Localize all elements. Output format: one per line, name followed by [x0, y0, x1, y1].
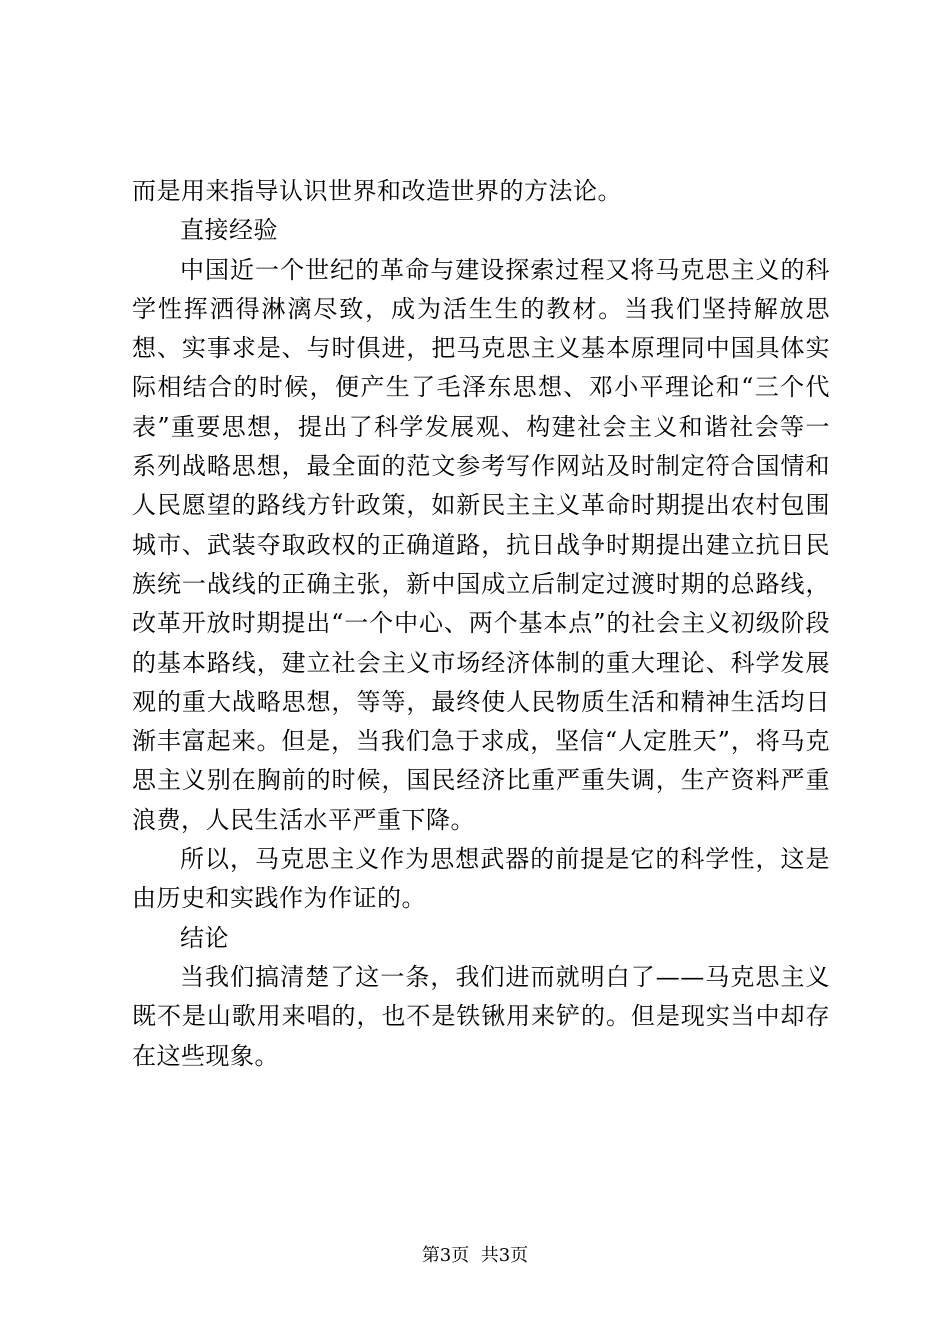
- page-number: 第3页: [421, 1245, 470, 1266]
- document-body: [132, 172, 830, 1076]
- body-paragraph: 中国近一个世纪的革命与建设探索过程又将马克思主义的科学性挥洒得淋漓尽致，成为活生生的教材。当我们坚持解放思想、实事求是、与时俱进，把马克思主义基本原理同中国具体实际相结合的时候，便产生了毛泽东思想、邓小平理论和“三个代表”重要思想，提出了科学发展观、构建社会主义和谐社会等一系列战略思想，最全面的范文参考写作网站及时制定符合国情和人民愿望的路线方针政策，如新民主主义革命时期提出农村包围城市、武装夺取政权的正确道路，抗日战争时期提出建立抗日民族统一战线的正确主张，新中国成立后制定过渡时期的总路线，改革开放时期提出“一个中心、两个基本点”的社会主义初级阶段的基本路线，建立社会主义市场经济体制的重大理论、科学发展观的重大战略思想，等等，最终使人民物质生活和精神生活均日渐丰富起来。但是，当我们急于求成，坚信“人定胜天”，将马克思主义别在胸前的时候，国民经济比重严重失调，生产资料严重浪费，人民生活水平严重下降。: [132, 255, 830, 834]
- section-heading-conclusion: 结论: [180, 923, 229, 952]
- body-paragraph: 而是用来指导认识世界和改造世界的方法论。: [132, 177, 622, 205]
- page-total: 共3页: [480, 1245, 529, 1266]
- body-paragraph: 当我们搞清楚了这一条，我们进而就明白了——马克思主义既不是山歌用来唱的，也不是铁锹用来铲的。但是现实当中却存在这些现象。: [132, 962, 830, 1070]
- section-heading-direct-experience: 直接经验: [180, 216, 278, 245]
- body-paragraph: 所以，马克思主义作为思想武器的前提是它的科学性，这是由历史和实践作为作证的。: [132, 845, 830, 913]
- page-footer: [0, 1244, 950, 1268]
